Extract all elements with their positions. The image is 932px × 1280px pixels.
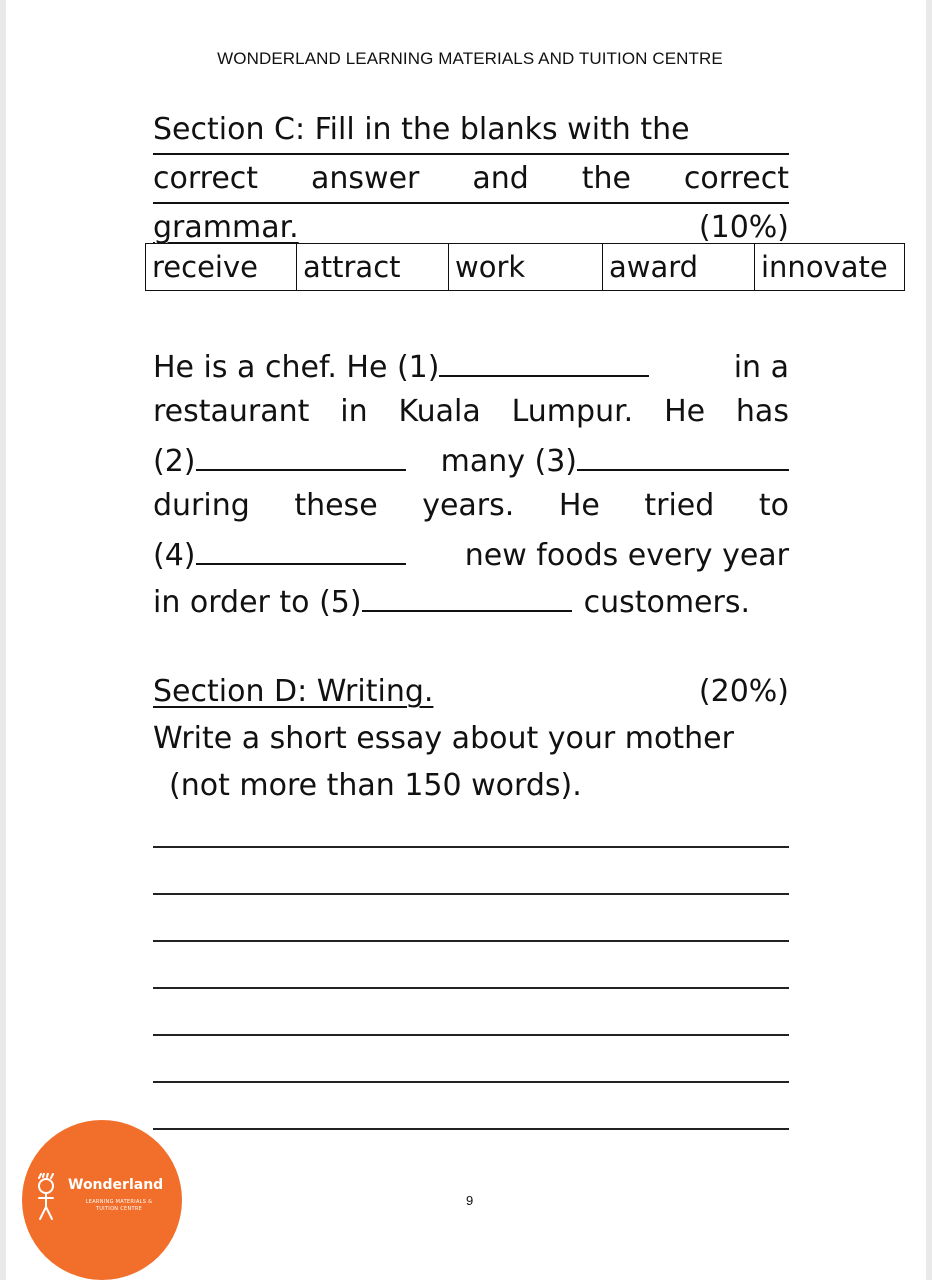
answer-blank-4[interactable] [196,529,406,565]
answer-blank-1[interactable] [439,341,649,377]
writing-line[interactable] [153,1081,789,1083]
passage-word: has [735,394,789,429]
logo-subtitle [68,1199,170,1213]
passage-text-a: (4) [153,538,196,573]
logo-subtitle-1: LEARNING MATERIALS & [85,1199,153,1205]
passage-word: in [340,394,368,429]
passage-text [153,576,572,626]
answer-blank-5[interactable] [362,576,572,612]
passage-word: during [153,488,250,523]
section-c-heading [153,106,789,251]
passage-word: restaurant [153,394,310,429]
passage-text-b: customers. [583,585,751,620]
section-d [153,668,789,809]
wonderland-logo [22,1120,182,1280]
writing-line[interactable] [153,987,789,989]
section-d-percent: (20%) [698,674,789,709]
writing-line[interactable] [153,893,789,895]
child-figure-icon [34,1173,58,1223]
passage-row-1 [153,341,789,388]
page-edge-left [0,0,6,1280]
section-c-line-2 [153,155,789,204]
passage-text-b: in a [733,350,789,385]
passage-word: to [758,488,789,523]
passage-word: Lumpur. [511,394,634,429]
word-bank-cell: attract [297,244,449,290]
heading-word: the [581,161,631,196]
page-edge-right [926,0,932,1280]
writing-area[interactable] [153,846,789,1175]
section-d-instruction-1: Write a short essay about your mother [153,721,734,756]
page-number: 9 [466,1193,474,1208]
passage-text [153,529,406,579]
heading-word: correct [153,161,259,196]
section-c-grammar-label: grammar. [153,210,299,245]
section-d-instruction-2: (not more than 150 words). [169,768,582,803]
word-bank-cell: receive [146,244,297,290]
passage-word: He [558,488,600,523]
passage-row-2 [153,388,789,435]
heading-word: correct [683,161,789,196]
passage-word: tried [644,488,715,523]
answer-blank-3[interactable] [577,435,789,471]
section-c-percent: (10%) [698,210,789,245]
passage-word: He [664,394,706,429]
passage-text-a: He is a chef. He (1) [153,350,440,385]
passage-row-3 [153,435,789,482]
passage-text [441,435,789,485]
word-bank-cell: innovate [761,250,888,284]
answer-blank-2[interactable] [196,435,406,471]
word-bank [145,243,905,291]
passage-row-6 [153,576,789,623]
writing-line[interactable] [153,1128,789,1130]
page-header: WONDERLAND LEARNING MATERIALS AND TUITION CENTRE [217,49,723,68]
heading-word: and [472,161,529,196]
section-c-line-1 [153,106,789,155]
section-c-instruction: Section C: Fill in the blanks with the [153,112,690,147]
passage-text-b: new foods every year [464,538,789,573]
passage-row-4 [153,482,789,529]
writing-line[interactable] [153,1034,789,1036]
passage-row-5 [153,529,789,576]
writing-line[interactable] [153,940,789,942]
logo-subtitle-2: TUITION CENTRE [95,1206,143,1212]
passage-text [153,341,649,391]
passage-word: these [294,488,378,523]
word-bank-cell: award [603,244,755,290]
passage-word: Kuala [398,394,481,429]
passage-text-b: many (3) [440,444,577,479]
passage-word: years. [422,488,515,523]
word-bank-cell: work [449,244,603,290]
writing-line[interactable] [153,846,789,848]
section-d-title: Section D: Writing. [153,674,434,709]
passage-text [153,435,406,485]
section-d-heading [153,668,789,715]
logo-title: Wonderland [68,1177,164,1193]
passage-text-a: (2) [153,444,196,479]
heading-word: answer [311,161,420,196]
passage-text-a: in order to (5) [153,585,362,620]
fill-in-passage [153,341,789,623]
